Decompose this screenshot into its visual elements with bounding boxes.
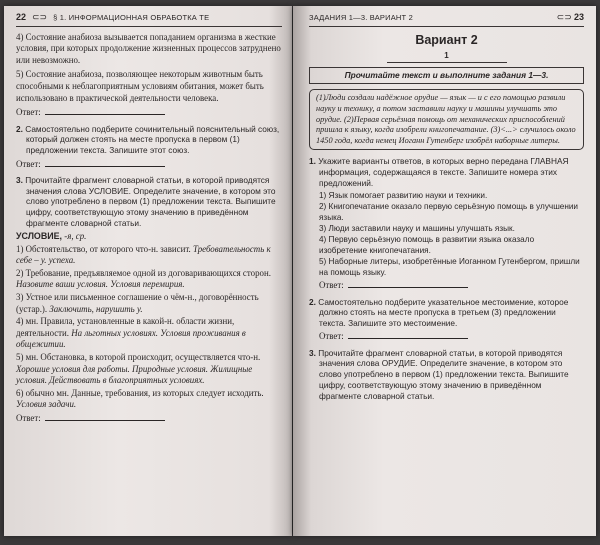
answer-blank[interactable] — [45, 114, 165, 115]
task-text: Укажите варианты ответов, в которых верно передана ГЛАВНАЯ информация, содержащаяся в тексте. Запишите номера этих предложений. — [318, 156, 569, 188]
variant-number: 1 — [387, 48, 507, 63]
right-page-number: 23 — [573, 12, 584, 22]
left-page-number: 22 — [16, 12, 27, 22]
answer-blank[interactable] — [348, 338, 468, 339]
right-task-1 — [309, 156, 584, 188]
option-1: 1) Язык помогает развитию науки и техники. — [319, 190, 488, 200]
task-number: 3. — [309, 347, 316, 358]
answer-line-2[interactable] — [16, 159, 282, 171]
task-text: Самостоятельно подберите сочинительный пояснительный союз, который должен стоять на месте пропуска в первом (1) предложении текста. Запишите этот союз. — [25, 123, 280, 155]
option-2: 2) Книгопечатание оказало первую серьёзную помощь в улучшении языка. — [319, 202, 578, 222]
meaning-text: 5) мн. Обстановка, в которой происходит, осуществляется что-н. — [16, 352, 261, 363]
meaning-4 — [16, 316, 282, 351]
meaning-5 — [16, 352, 282, 387]
meaning-example: Заключить, нарушить у. — [49, 303, 143, 314]
answer-label: Ответ: — [16, 158, 41, 169]
answer-line-3[interactable] — [16, 413, 282, 425]
option-3: 3) Люди заставили науку и машины улучшать язык. — [319, 223, 515, 233]
left-task-2 — [16, 124, 282, 156]
task-text: Самостоятельно подберите указательное местоимение, которое должно стоять на месте пропуска в третьем (3) предложении текста. Запишите это местоимение. — [318, 296, 569, 329]
instruction-box: Прочитайте текст и выполните задания 1—3. — [309, 67, 584, 85]
meaning-example: Требовательность к себе – у. успеха. — [16, 243, 271, 266]
meaning-6 — [16, 388, 282, 411]
right-page — [293, 6, 596, 536]
left-page — [4, 6, 292, 536]
task-number: 1. — [309, 156, 316, 167]
left-task-3 — [16, 175, 282, 228]
meaning-3 — [16, 292, 282, 315]
right-answer-line-1[interactable] — [309, 280, 584, 292]
meaning-1 — [16, 244, 282, 267]
right-running-head — [309, 12, 584, 27]
right-answer-line-2[interactable] — [309, 331, 584, 343]
meaning-2 — [16, 268, 282, 291]
meaning-text: 1) Обстоятельство, от которого что-н. зависит. — [16, 243, 193, 254]
right-task-3 — [309, 348, 584, 402]
ornament-icon: ⊂⊃ — [556, 12, 572, 22]
answer-blank[interactable] — [348, 287, 468, 288]
right-task-2 — [309, 297, 584, 329]
meaning-text: 2) Требование, предъявляемое одной из договаривающихся сторон. — [16, 267, 271, 278]
left-running-title: § 1. ИНФОРМАЦИОННАЯ ОБРАБОТКА ТЕ — [53, 13, 210, 22]
answer-label: Ответ: — [319, 279, 344, 290]
dictionary-entry-head — [16, 231, 282, 243]
reading-passage: (1)Люди создали надёжное орудие — язык — и с его помощью развили науку и технику, а потом заставили науку и машины улучшать это орудие. (2)Первая серьёзная помощь от механических приспособлений пришла к языку, когда изобрели книгопечатание. (3)<...> случилось около 1450 года, когда немец Иоганн Гутенберг изобрёл наборные литеры. — [309, 89, 584, 150]
statement-5: 5) Состояние анабиоза, позволяющее некоторым животным быть способными к неблагоприятным условиям обитания, может быть использовано в практической деятельности человека. — [16, 69, 264, 103]
answer-line-1[interactable] — [16, 107, 282, 119]
task-number: 3. — [16, 175, 23, 186]
right-running-title: ЗАДАНИЯ 1—3. ВАРИАНТ 2 — [309, 13, 413, 22]
meaning-text: 6) обычно мн. Данные, требования, из которых следует исходить. — [16, 387, 264, 398]
task-text: Прочитайте фрагмент словарной статьи, в которой приводятся значения слова ОРУДИЕ. Определите значение, в котором это слово употреблено в первом (1) предложении текста. Выпишите цифру, соответствующую этому значению в приведённом фрагменте словарной статьи. — [318, 347, 569, 401]
option-4: 4) Первую серьёзную помощь в развитии языка оказало изобретение книгопечатания. — [319, 235, 535, 255]
meaning-example: Назовите ваши условия. Условия перемирия. — [16, 279, 185, 290]
answer-label: Ответ: — [16, 107, 41, 118]
task-text: Прочитайте фрагмент словарной статьи, в которой приводятся значения слова УСЛОВИЕ. Определите значение, в котором это слово употреблено в первом (1) предложении текста. Выпишите цифру, соответствующую этому значению в приведённом фрагменте словарной статьи. — [25, 175, 276, 228]
meaning-example: На льготных условиях. Условия проживания в общежитии. — [16, 327, 246, 350]
ornament-icon: ⊂⊃ — [32, 12, 48, 22]
entry-word: УСЛОВИЕ, — [16, 231, 63, 242]
meaning-text: 3) Устное или письменное соглашение о чём-н., договорённость (устар.). — [16, 292, 259, 314]
task-number: 2. — [16, 123, 23, 134]
entry-grammar: -я, ср. — [62, 231, 87, 242]
left-running-head — [16, 12, 282, 27]
option-5: 5) Наборные литеры, изобретённые Иоганном Гутенбергом, пришли на помощь языку. — [319, 257, 580, 277]
answer-label: Ответ: — [319, 330, 344, 341]
answer-blank[interactable] — [45, 420, 165, 421]
answer-blank[interactable] — [45, 166, 165, 167]
meaning-text: 4) мн. Правила, установленные в какой-н. области жизни, деятельности. — [16, 316, 235, 338]
meaning-example: Хорошие условия для работы. Природные условия. Жилищные условия. Действовать в благоприятных условиях. — [16, 363, 253, 386]
answer-label: Ответ: — [16, 413, 41, 423]
task-number: 2. — [309, 296, 316, 307]
meaning-example: Условия задачи. — [16, 399, 77, 410]
variant-title: Вариант 2 — [415, 32, 478, 47]
statement-4: 4) Состояние анабиоза вызывается попаданием организма в жесткие условия, при которых продолжение жизненных процессов затруднено или невозможно. — [16, 31, 281, 65]
